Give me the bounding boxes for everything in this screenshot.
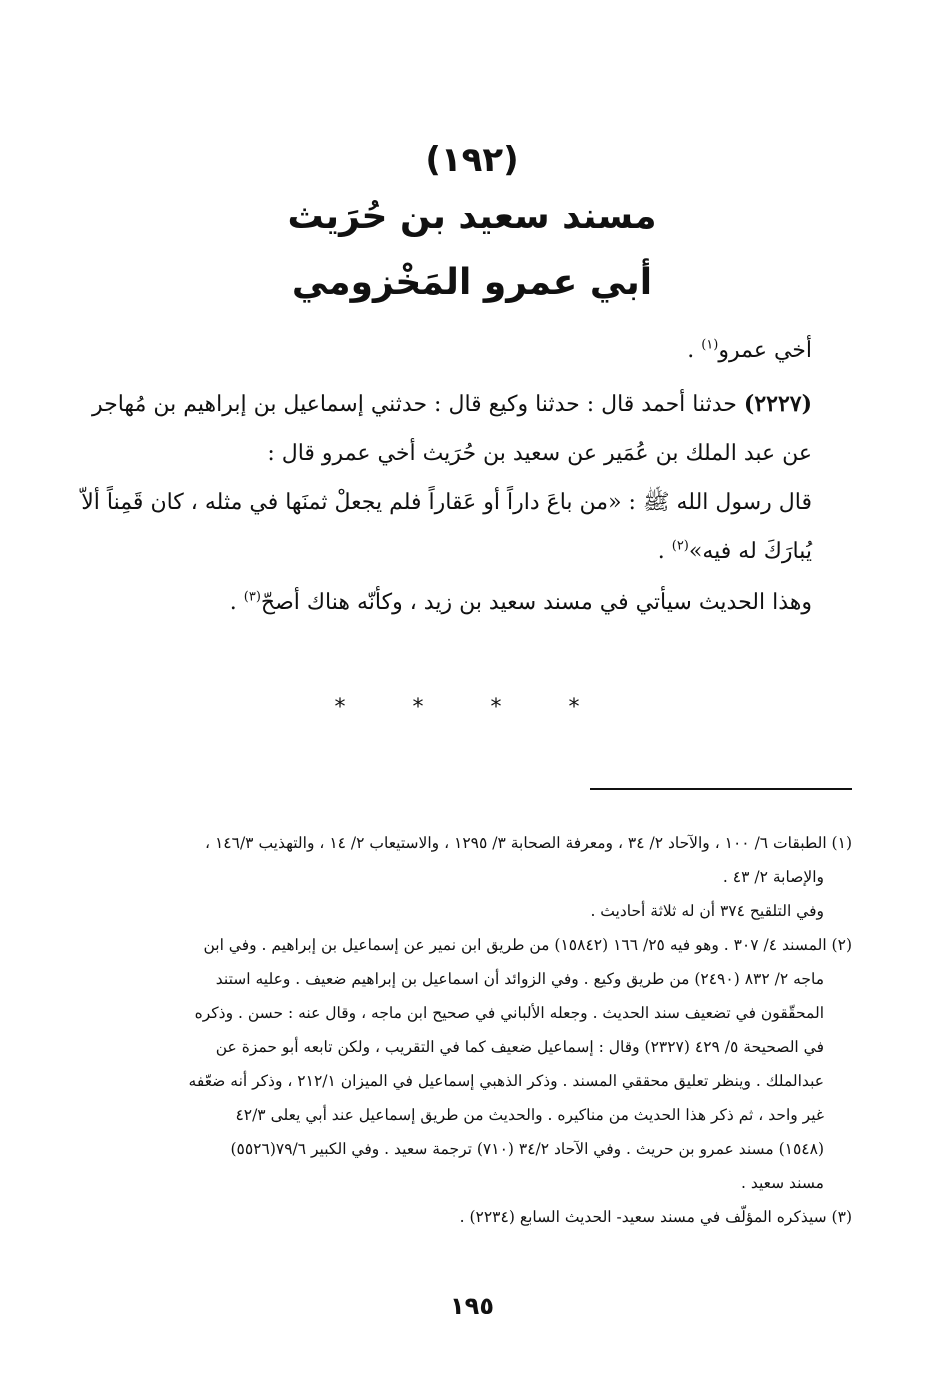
- intro-end: .: [687, 338, 702, 363]
- quote-end: .: [657, 539, 672, 564]
- footnotes: [92, 826, 852, 1234]
- chapter-number: (١٩٢): [425, 140, 519, 180]
- hadith-isnad-1: حدثنا أحمد قال : حدثنا وكيع قال : حدثني إسماعيل بن إبراهيم بن مُهاجر: [91, 392, 744, 417]
- footnote-2-line-3: المحقّقون في تضعيف سند الحديث . وجعله الألباني في صحيح ابن ماجه ، وقال عنه : حسن . وذكره: [194, 1004, 824, 1022]
- hadith-paragraph: [82, 380, 812, 478]
- footnote-2-line-5: عبدالملك . وينظر تعليق محققي المسند . وذكر الذهبي إسماعيل في الميزان ٢١٢/١ ، وذكر أنه ضعّفه: [188, 1072, 824, 1090]
- footnote-2-line-4: في الصحيحة ٥/ ٤٢٩ (٢٣٢٧) وقال : إسماعيل ضعيف كما في التقريب ، ولكن تابعه أبو حمزة عن: [215, 1038, 824, 1056]
- quote-paragraph: [82, 478, 812, 576]
- footnote-2-line-2: ماجه ٢/ ٨٣٢ (٢٤٩٠) من طريق وكيع . وفي الزوائد أن اسماعيل بن إبراهيم ضعيف . وعليه استند: [215, 970, 824, 988]
- footnote-1-line-2: والإصابة ٢/ ٤٣ .: [722, 868, 824, 886]
- note-line: [82, 578, 812, 627]
- intro-text: أخي عمرو: [718, 338, 812, 363]
- footnote-ref-2: (٢): [671, 538, 689, 554]
- note-paragraph: [82, 578, 812, 627]
- chapter-title-line1: مسند سعيد بن حُرَيث: [287, 196, 657, 237]
- chapter-title-line2: أبي عمرو المَخْزومي: [291, 262, 653, 303]
- footnote-2-line-6: غير واحد ، ثم ذكر هذا الحديث من مناكيره . والحديث من طريق إسماعيل عند أبي يعلى ٤٢/٣: [235, 1106, 824, 1124]
- quote-line-2: [82, 527, 812, 576]
- footnote-ref-3: (٣): [243, 589, 261, 605]
- quote-line-1: قال رسول الله ﷺ : «من باعَ داراً أو عَقاراً فلم يجعلْ ثمنَها في مثله ، كان قَمِناً ألاّ: [81, 490, 812, 515]
- footnote-divider: [590, 788, 852, 790]
- note-text: وهذا الحديث سيأتي في مسند سعيد بن زيد ، وكأنّه هناك أصحّ: [260, 590, 812, 615]
- footnote-2-line-8: مسند سعيد .: [740, 1174, 824, 1192]
- footnote-ref-1: (١): [701, 337, 719, 353]
- intro-paragraph: [82, 326, 812, 375]
- footnote-2-line-1: (٢) المسند ٤/ ٣٠٧ . وهو فيه ٢٥/ ١٦٦ (١٥٨٤٢) من طريق ابن نمير عن إسماعيل بن إبراهيم . وفي ابن: [203, 936, 852, 954]
- quote-text-2: يُبارَكَ له فيه»: [688, 539, 812, 564]
- footnote-1-line-3: وفي التلقيح ٣٧٤ أن له ثلاثة أحاديث .: [590, 902, 824, 920]
- hadith-line-2: عن عبد الملك بن عُمَير عن سعيد بن حُرَيث أخي عمرو قال :: [267, 441, 812, 466]
- hadith-number: (٢٢٢٧): [743, 391, 812, 417]
- hadith-line-1: [82, 380, 812, 429]
- intro-line: [82, 326, 812, 375]
- note-end: .: [229, 590, 244, 615]
- footnote-2-line-7: (١٥٤٨) مسند عمرو بن حريث . وفي الآحاد ٣٤/٢ (٧١٠) ترجمة سعيد . وفي الكبير ٧٩/٦(٥٥٢٦): [230, 1140, 824, 1158]
- footnote-3-line-1: (٣) سيذكره المؤلّف في مسند سعيد- الحديث السابع (٢٢٣٤) .: [459, 1208, 852, 1226]
- page-number: ١٩٥: [450, 1292, 494, 1320]
- footnote-1-line-1: (١) الطبقات ٦/ ١٠٠ ، والآحاد ٢/ ٣٤ ، ومعرفة الصحابة ٣/ ١٢٩٥ ، والاستيعاب ٢/ ١٤ ، والتهذيب ١٤٦/٣ ،: [205, 834, 852, 852]
- section-separator: * * * *: [334, 695, 610, 720]
